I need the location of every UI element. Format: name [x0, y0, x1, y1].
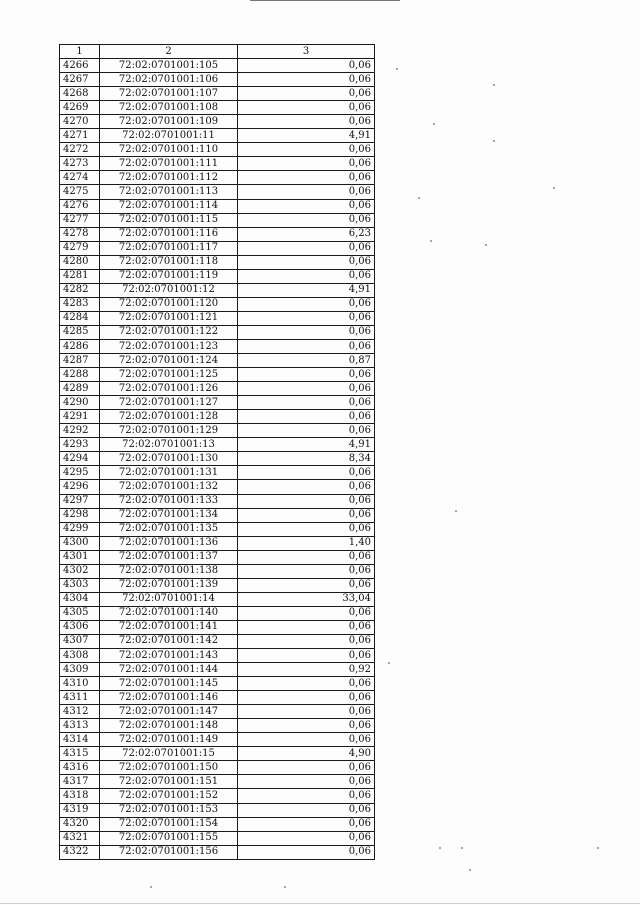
cadastral-number-cell: 72:02:0701001:152 — [100, 789, 238, 803]
cadastral-number-cell: 72:02:0701001:116 — [100, 227, 238, 241]
row-number-cell: 4278 — [60, 227, 100, 241]
table-row — [60, 410, 375, 424]
row-number-cell: 4304 — [60, 592, 100, 606]
table-row — [60, 789, 375, 803]
table-row — [60, 564, 375, 578]
area-value-cell: 0,06 — [238, 719, 375, 733]
cadastral-number-cell: 72:02:0701001:105 — [100, 59, 238, 73]
row-number-cell: 4299 — [60, 522, 100, 536]
area-value-cell: 0,06 — [238, 185, 375, 199]
row-number-cell: 4300 — [60, 536, 100, 550]
cadastral-number-cell: 72:02:0701001:118 — [100, 255, 238, 269]
table-row — [60, 733, 375, 747]
row-number-cell: 4297 — [60, 494, 100, 508]
cadastral-number-cell: 72:02:0701001:13 — [100, 438, 238, 452]
table-row — [60, 354, 375, 368]
area-value-cell: 0,06 — [238, 87, 375, 101]
cadastral-number-cell: 72:02:0701001:145 — [100, 677, 238, 691]
area-value-cell: 1,40 — [238, 536, 375, 550]
row-number-cell: 4303 — [60, 578, 100, 592]
table-row — [60, 424, 375, 438]
area-value-cell: 0,06 — [238, 564, 375, 578]
cadastral-number-cell: 72:02:0701001:135 — [100, 522, 238, 536]
row-number-cell: 4290 — [60, 396, 100, 410]
table-row — [60, 185, 375, 199]
row-number-cell: 4267 — [60, 73, 100, 87]
row-number-cell: 4320 — [60, 817, 100, 831]
area-value-cell: 4,91 — [238, 438, 375, 452]
cadastral-number-cell: 72:02:0701001:129 — [100, 424, 238, 438]
cadastral-number-cell: 72:02:0701001:134 — [100, 508, 238, 522]
cadastral-number-cell: 72:02:0701001:147 — [100, 705, 238, 719]
table-row — [60, 719, 375, 733]
row-number-cell: 4321 — [60, 831, 100, 845]
cadastral-number-cell: 72:02:0701001:142 — [100, 634, 238, 648]
cadastral-number-cell: 72:02:0701001:109 — [100, 115, 238, 129]
row-number-cell: 4317 — [60, 775, 100, 789]
table-row — [60, 634, 375, 648]
area-value-cell: 0,06 — [238, 255, 375, 269]
row-number-cell: 4277 — [60, 213, 100, 227]
scan-speck — [396, 68, 398, 70]
area-value-cell: 4,91 — [238, 129, 375, 143]
area-value-cell: 0,06 — [238, 213, 375, 227]
table-row — [60, 508, 375, 522]
area-value-cell: 0,06 — [238, 550, 375, 564]
cadastral-number-cell: 72:02:0701001:133 — [100, 494, 238, 508]
row-number-cell: 4268 — [60, 87, 100, 101]
row-number-cell: 4283 — [60, 297, 100, 311]
row-number-cell: 4312 — [60, 705, 100, 719]
cadastral-number-cell: 72:02:0701001:12 — [100, 283, 238, 297]
row-number-cell: 4282 — [60, 283, 100, 297]
scan-speck — [455, 510, 457, 512]
area-value-cell: 6,23 — [238, 227, 375, 241]
row-number-cell: 4284 — [60, 311, 100, 325]
cadastral-number-cell: 72:02:0701001:111 — [100, 157, 238, 171]
row-number-cell: 4266 — [60, 59, 100, 73]
cadastral-number-cell: 72:02:0701001:122 — [100, 325, 238, 339]
table-row — [60, 845, 375, 859]
cadastral-number-cell: 72:02:0701001:132 — [100, 480, 238, 494]
row-number-cell: 4315 — [60, 747, 100, 761]
table-header — [60, 45, 375, 59]
area-value-cell: 0,06 — [238, 733, 375, 747]
area-value-cell: 0,06 — [238, 143, 375, 157]
cadastral-number-cell: 72:02:0701001:15 — [100, 747, 238, 761]
row-number-cell: 4322 — [60, 845, 100, 859]
table-row — [60, 143, 375, 157]
row-number-cell: 4276 — [60, 199, 100, 213]
cadastral-number-cell: 72:02:0701001:14 — [100, 592, 238, 606]
cadastral-number-cell: 72:02:0701001:119 — [100, 269, 238, 283]
area-value-cell: 0,06 — [238, 199, 375, 213]
table-row — [60, 803, 375, 817]
area-value-cell: 0,06 — [238, 339, 375, 353]
cadastral-number-cell: 72:02:0701001:127 — [100, 396, 238, 410]
area-value-cell: 4,91 — [238, 283, 375, 297]
area-value-cell: 0,06 — [238, 480, 375, 494]
scan-speck — [418, 197, 420, 199]
cadastral-number-cell: 72:02:0701001:144 — [100, 663, 238, 677]
area-value-cell: 0,06 — [238, 831, 375, 845]
table-body — [60, 59, 375, 860]
row-number-cell: 4311 — [60, 691, 100, 705]
row-number-cell: 4287 — [60, 354, 100, 368]
cadastral-number-cell: 72:02:0701001:153 — [100, 803, 238, 817]
cadastral-number-cell: 72:02:0701001:121 — [100, 311, 238, 325]
cadastral-number-cell: 72:02:0701001:128 — [100, 410, 238, 424]
table-row — [60, 339, 375, 353]
cadastral-number-cell: 72:02:0701001:125 — [100, 368, 238, 382]
table-row — [60, 101, 375, 115]
table-row — [60, 129, 375, 143]
area-value-cell: 0,06 — [238, 241, 375, 255]
table-row — [60, 87, 375, 101]
table-row — [60, 269, 375, 283]
cadastral-number-cell: 72:02:0701001:115 — [100, 213, 238, 227]
area-value-cell: 0,06 — [238, 508, 375, 522]
cadastral-number-cell: 72:02:0701001:150 — [100, 761, 238, 775]
scan-speck — [493, 140, 495, 142]
table-row — [60, 241, 375, 255]
area-value-cell: 33,04 — [238, 592, 375, 606]
table-row — [60, 73, 375, 87]
row-number-cell: 4301 — [60, 550, 100, 564]
table-row — [60, 311, 375, 325]
table-row — [60, 592, 375, 606]
row-number-cell: 4302 — [60, 564, 100, 578]
area-value-cell: 4,90 — [238, 747, 375, 761]
table-row — [60, 536, 375, 550]
area-value-cell: 0,92 — [238, 663, 375, 677]
cadastral-number-cell: 72:02:0701001:149 — [100, 733, 238, 747]
cadastral-number-cell: 72:02:0701001:120 — [100, 297, 238, 311]
cadastral-number-cell: 72:02:0701001:106 — [100, 73, 238, 87]
area-value-cell: 0,06 — [238, 803, 375, 817]
area-value-cell: 0,06 — [238, 466, 375, 480]
scan-speck — [388, 662, 390, 664]
table-row — [60, 255, 375, 269]
row-number-cell: 4285 — [60, 325, 100, 339]
table-row — [60, 368, 375, 382]
table-row — [60, 157, 375, 171]
area-value-cell: 0,06 — [238, 649, 375, 663]
area-value-cell: 0,06 — [238, 311, 375, 325]
cadastral-number-cell: 72:02:0701001:131 — [100, 466, 238, 480]
column-header-3: 3 — [238, 45, 375, 59]
scan-speck — [150, 886, 152, 888]
area-value-cell: 0,06 — [238, 157, 375, 171]
table-row — [60, 817, 375, 831]
column-header-2: 2 — [100, 45, 238, 59]
cadastral-number-cell: 72:02:0701001:141 — [100, 620, 238, 634]
row-number-cell: 4280 — [60, 255, 100, 269]
row-number-cell: 4296 — [60, 480, 100, 494]
area-value-cell: 0,06 — [238, 845, 375, 859]
area-value-cell: 0,06 — [238, 677, 375, 691]
table-row — [60, 213, 375, 227]
row-number-cell: 4298 — [60, 508, 100, 522]
cadastral-number-cell: 72:02:0701001:154 — [100, 817, 238, 831]
row-number-cell: 4292 — [60, 424, 100, 438]
scan-speck — [439, 847, 441, 849]
row-number-cell: 4307 — [60, 634, 100, 648]
row-number-cell: 4286 — [60, 339, 100, 353]
scan-speck — [284, 886, 286, 888]
cadastral-number-cell: 72:02:0701001:130 — [100, 452, 238, 466]
area-value-cell: 0,06 — [238, 494, 375, 508]
table-row — [60, 325, 375, 339]
table-row — [60, 606, 375, 620]
area-value-cell: 0,06 — [238, 269, 375, 283]
area-value-cell: 0,06 — [238, 817, 375, 831]
table-header-row — [60, 45, 375, 59]
cadastral-number-cell: 72:02:0701001:148 — [100, 719, 238, 733]
cadastral-table — [59, 44, 375, 860]
table-row — [60, 761, 375, 775]
table-row — [60, 691, 375, 705]
area-value-cell: 0,06 — [238, 691, 375, 705]
table-row — [60, 227, 375, 241]
row-number-cell: 4319 — [60, 803, 100, 817]
area-value-cell: 0,06 — [238, 578, 375, 592]
table-row — [60, 115, 375, 129]
column-header-1: 1 — [60, 45, 100, 59]
scan-speck — [433, 123, 435, 125]
table-row — [60, 705, 375, 719]
area-value-cell: 0,06 — [238, 59, 375, 73]
row-number-cell: 4294 — [60, 452, 100, 466]
area-value-cell: 0,06 — [238, 325, 375, 339]
row-number-cell: 4318 — [60, 789, 100, 803]
area-value-cell: 0,06 — [238, 424, 375, 438]
area-value-cell: 0,87 — [238, 354, 375, 368]
cadastral-number-cell: 72:02:0701001:126 — [100, 382, 238, 396]
table-row — [60, 494, 375, 508]
cadastral-number-cell: 72:02:0701001:140 — [100, 606, 238, 620]
area-value-cell: 0,06 — [238, 761, 375, 775]
cadastral-number-cell: 72:02:0701001:146 — [100, 691, 238, 705]
area-value-cell: 0,06 — [238, 620, 375, 634]
row-number-cell: 4305 — [60, 606, 100, 620]
cadastral-number-cell: 72:02:0701001:151 — [100, 775, 238, 789]
table-row — [60, 438, 375, 452]
row-number-cell: 4295 — [60, 466, 100, 480]
table-row — [60, 466, 375, 480]
cadastral-number-cell: 72:02:0701001:123 — [100, 339, 238, 353]
cadastral-number-cell: 72:02:0701001:139 — [100, 578, 238, 592]
area-value-cell: 0,06 — [238, 606, 375, 620]
cadastral-number-cell: 72:02:0701001:124 — [100, 354, 238, 368]
table-row — [60, 522, 375, 536]
table-row — [60, 382, 375, 396]
scan-speck — [553, 187, 555, 189]
area-value-cell: 0,06 — [238, 101, 375, 115]
table-row — [60, 831, 375, 845]
table-row — [60, 452, 375, 466]
row-number-cell: 4314 — [60, 733, 100, 747]
table-row — [60, 199, 375, 213]
cadastral-number-cell: 72:02:0701001:136 — [100, 536, 238, 550]
row-number-cell: 4279 — [60, 241, 100, 255]
area-value-cell: 0,06 — [238, 775, 375, 789]
table-row — [60, 663, 375, 677]
row-number-cell: 4309 — [60, 663, 100, 677]
table-row — [60, 649, 375, 663]
row-number-cell: 4273 — [60, 157, 100, 171]
row-number-cell: 4310 — [60, 677, 100, 691]
area-value-cell: 0,06 — [238, 522, 375, 536]
table-row — [60, 620, 375, 634]
area-value-cell: 0,06 — [238, 410, 375, 424]
row-number-cell: 4274 — [60, 171, 100, 185]
table-row — [60, 59, 375, 73]
area-value-cell: 0,06 — [238, 171, 375, 185]
row-number-cell: 4270 — [60, 115, 100, 129]
scan-speck — [493, 84, 495, 86]
table-row — [60, 171, 375, 185]
row-number-cell: 4293 — [60, 438, 100, 452]
scan-speck — [485, 244, 487, 246]
cadastral-number-cell: 72:02:0701001:143 — [100, 649, 238, 663]
area-value-cell: 0,06 — [238, 396, 375, 410]
row-number-cell: 4272 — [60, 143, 100, 157]
area-value-cell: 0,06 — [238, 73, 375, 87]
cadastral-number-cell: 72:02:0701001:138 — [100, 564, 238, 578]
cadastral-number-cell: 72:02:0701001:155 — [100, 831, 238, 845]
table-row — [60, 283, 375, 297]
cadastral-number-cell: 72:02:0701001:110 — [100, 143, 238, 157]
row-number-cell: 4316 — [60, 761, 100, 775]
area-value-cell: 0,06 — [238, 368, 375, 382]
cadastral-number-cell: 72:02:0701001:107 — [100, 87, 238, 101]
cadastral-number-cell: 72:02:0701001:156 — [100, 845, 238, 859]
scan-speck — [430, 240, 432, 242]
row-number-cell: 4275 — [60, 185, 100, 199]
row-number-cell: 4308 — [60, 649, 100, 663]
row-number-cell: 4313 — [60, 719, 100, 733]
area-value-cell: 0,06 — [238, 382, 375, 396]
cadastral-number-cell: 72:02:0701001:108 — [100, 101, 238, 115]
table-row — [60, 578, 375, 592]
cadastral-number-cell: 72:02:0701001:114 — [100, 199, 238, 213]
row-number-cell: 4288 — [60, 368, 100, 382]
scan-speck — [469, 869, 471, 871]
area-value-cell: 0,06 — [238, 705, 375, 719]
table-row — [60, 297, 375, 311]
scan-speck — [461, 847, 463, 849]
table-row — [60, 775, 375, 789]
page-top-rule — [250, 0, 400, 1]
area-value-cell: 0,06 — [238, 789, 375, 803]
page-bottom-rule — [0, 903, 640, 904]
row-number-cell: 4281 — [60, 269, 100, 283]
row-number-cell: 4271 — [60, 129, 100, 143]
table-row — [60, 747, 375, 761]
row-number-cell: 4306 — [60, 620, 100, 634]
cadastral-number-cell: 72:02:0701001:137 — [100, 550, 238, 564]
row-number-cell: 4291 — [60, 410, 100, 424]
area-value-cell: 0,06 — [238, 297, 375, 311]
area-value-cell: 0,06 — [238, 634, 375, 648]
table-row — [60, 480, 375, 494]
table-row — [60, 396, 375, 410]
area-value-cell: 8,34 — [238, 452, 375, 466]
cadastral-number-cell: 72:02:0701001:11 — [100, 129, 238, 143]
row-number-cell: 4269 — [60, 101, 100, 115]
area-value-cell: 0,06 — [238, 115, 375, 129]
cadastral-number-cell: 72:02:0701001:112 — [100, 171, 238, 185]
row-number-cell: 4289 — [60, 382, 100, 396]
cadastral-number-cell: 72:02:0701001:117 — [100, 241, 238, 255]
scan-speck — [597, 847, 599, 849]
table-row — [60, 677, 375, 691]
table-row — [60, 550, 375, 564]
cadastral-number-cell: 72:02:0701001:113 — [100, 185, 238, 199]
